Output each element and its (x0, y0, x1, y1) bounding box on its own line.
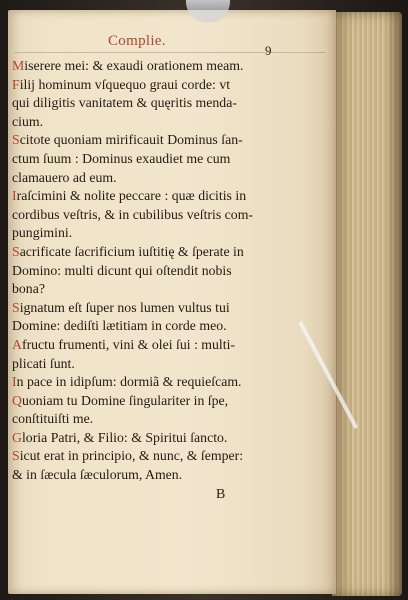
text-line (12, 429, 330, 448)
line-text: plicati ſunt. (12, 355, 75, 371)
text-line (12, 447, 330, 466)
running-title: Complie. (108, 33, 166, 49)
verse (12, 429, 330, 448)
line-text: ctum ſuum : Dominus exaudiet me cum (12, 150, 231, 166)
rubric-initial: S (12, 448, 20, 464)
text-line (12, 76, 330, 95)
verse (12, 243, 330, 299)
text-line (12, 392, 330, 411)
text-line (12, 150, 330, 169)
text-line (12, 113, 330, 132)
line-text: icut erat in principio, & nunc, & ſemper: (19, 448, 244, 464)
line-text: conſtituiſti me. (12, 411, 94, 427)
line-text: fructu frumenti, vini & olei ſui : multi- (21, 336, 236, 352)
verse (12, 187, 330, 243)
verse (12, 57, 330, 76)
verse (12, 76, 330, 132)
line-text: acrificate ſacrificium iuſtitię & ſperate in (19, 243, 244, 259)
text-line (12, 57, 330, 76)
verse (12, 299, 330, 336)
line-text: pungimini. (12, 225, 73, 241)
rubric-initial: G (12, 429, 22, 445)
line-text: Domino: multi dicunt qui oſtendit nobis (12, 262, 232, 278)
text-line (12, 131, 330, 150)
text-line (12, 206, 330, 225)
verse (12, 336, 330, 373)
rubric-initial: Q (12, 392, 22, 408)
line-text: ignatum eſt ſuper nos lumen vultus tui (19, 299, 230, 315)
text-line (12, 280, 330, 299)
text-line (12, 466, 330, 485)
text-line (12, 224, 330, 243)
text-line (12, 373, 330, 392)
rubric-initial: I (12, 374, 17, 390)
line-text: citote quoniam mirificauit Dominus ſan- (19, 132, 243, 148)
rubric-initial: S (12, 299, 20, 315)
verse (12, 373, 330, 392)
text-line (12, 299, 330, 318)
text-line (12, 336, 330, 355)
page-edges (332, 12, 402, 596)
line-text: uoniam tu Domine ſingulariter in ſpe, (21, 392, 229, 408)
rubric-initial: M (12, 58, 25, 73)
psalm-text (12, 57, 330, 485)
signature-mark: B (216, 487, 226, 502)
text-line (12, 187, 330, 206)
verse (12, 131, 330, 187)
line-text: cordibus veſtris, & in cubilibus veſtris com- (12, 206, 254, 222)
rubric-initial: S (12, 132, 20, 148)
verse (12, 392, 330, 429)
line-text: qui diligitis vanitatem & quęritis menda- (12, 95, 237, 111)
line-text: cium. (12, 113, 44, 129)
verse (12, 447, 330, 484)
line-text: ilij hominum vſquequo graui corde: vt (19, 76, 231, 92)
text-line (12, 262, 330, 281)
text-line (12, 169, 330, 188)
line-text: n pace in idipſum: dormiã & requieſcam. (16, 374, 242, 390)
line-text: Domine: dediſti lætitiam in corde meo. (12, 318, 227, 334)
rubric-initial: S (12, 243, 20, 259)
rubric-initial: F (12, 76, 20, 92)
rubric-initial: I (12, 188, 17, 204)
text-line (12, 317, 330, 336)
header-rule (14, 52, 326, 53)
line-text: clamauero ad eum. (12, 169, 117, 185)
text-line (12, 243, 330, 262)
text-line (12, 410, 330, 429)
line-text: & in ſæcula ſæculorum, Amen. (12, 467, 183, 483)
line-text: loria Patri, & Filio: & Spiritui ſancto. (21, 429, 228, 445)
text-line (12, 355, 330, 374)
line-text: bona? (12, 281, 45, 297)
line-text: iserere mei: & exaudi orationem meam. (24, 58, 244, 73)
text-line (12, 94, 330, 113)
folio-number: 9 (265, 43, 272, 58)
rubric-initial: A (12, 336, 22, 352)
line-text: raſcimini & nolite peccare : quæ dicitis in (16, 188, 247, 204)
